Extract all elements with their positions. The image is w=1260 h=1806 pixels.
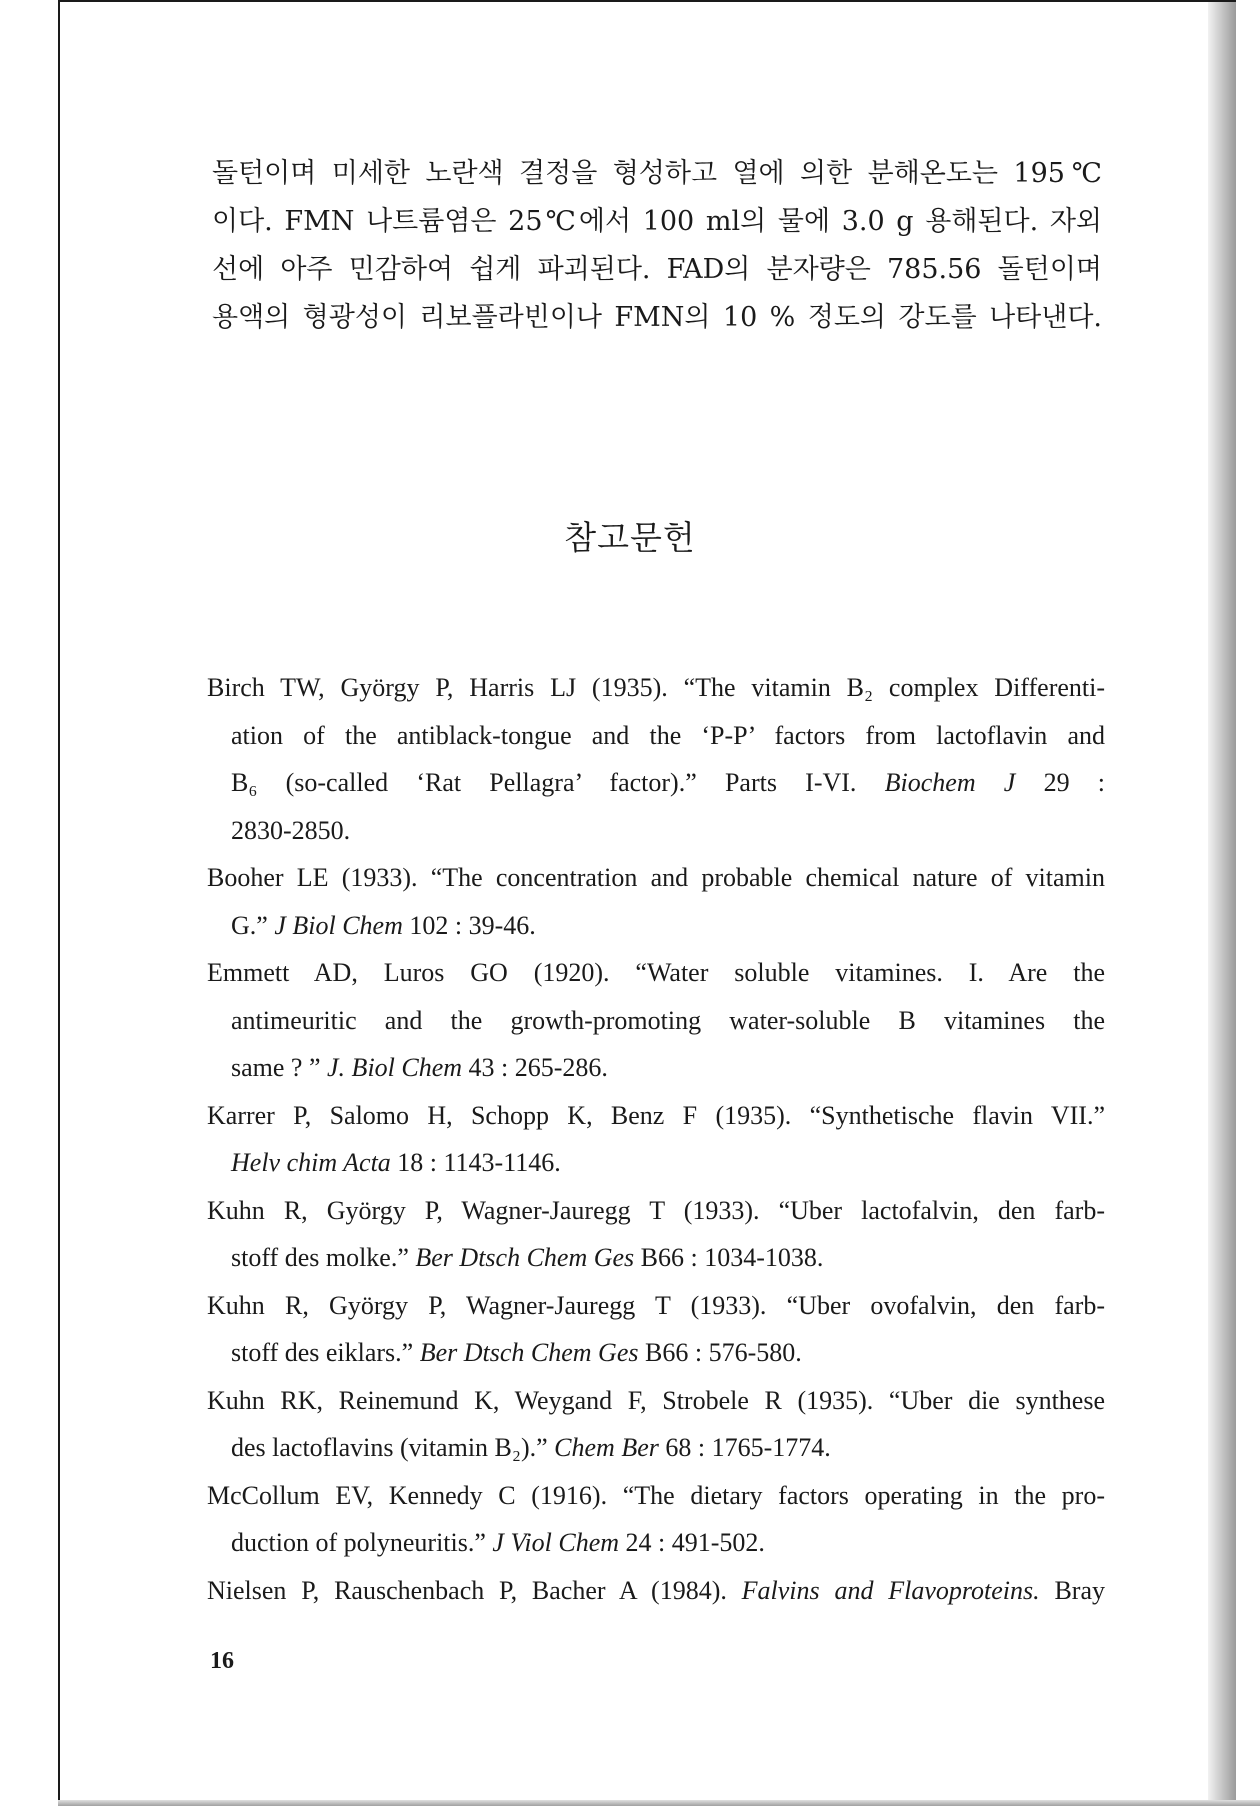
reference-line: ation of the antiblack-tongue and the ‘P-P’ factors from lactoflavin and <box>231 720 1105 750</box>
reference-line: 2830-2850. <box>231 815 351 845</box>
reference-line: Birch TW, György P, Harris LJ (1935). “The vitamin B₂ complex Differenti- <box>207 673 1105 702</box>
reference-line <box>207 1044 1105 1092</box>
volume-pages: B66 : 1034-1038. <box>640 1243 824 1272</box>
journal-name: Ber Dtsch Chem Ges <box>415 1243 635 1272</box>
reference-text: same ? ” <box>231 1053 321 1082</box>
reference-line: Kuhn R, György P, Wagner-Jauregg T (1933). “Uber lactofalvin, den farb- <box>207 1195 1105 1225</box>
reference-line: McCollum EV, Kennedy C (1916). “The dietary factors operating in the pro- <box>207 1480 1105 1510</box>
page-number: 16 <box>210 1648 234 1674</box>
volume-pages: 24 : 491-502. <box>625 1528 765 1557</box>
paragraph-line: 용액의 형광성이 리보플라빈이나 FMN의 10 % 정도의 강도를 나타낸다. <box>212 302 1102 333</box>
reference-item <box>207 949 1105 1092</box>
volume-pages: 43 : 265-286. <box>468 1053 608 1082</box>
reference-item <box>207 1472 1105 1567</box>
reference-line: Emmett AD, Luros GO (1920). “Water soluble vitamines. I. Are the <box>207 958 1105 987</box>
reference-item <box>207 1377 1105 1472</box>
book-title: Falvins and Flavoproteins. <box>741 1575 1040 1605</box>
paragraph-line: 돌턴이며 미세한 노란색 결정을 형성하고 열에 의한 분해온도는 195℃ <box>212 158 1102 189</box>
journal-name: Helv chim Acta <box>231 1148 391 1177</box>
volume-pages: 68 : 1765-1774. <box>665 1433 831 1462</box>
paragraph-line: 선에 아주 민감하여 쉽게 파괴된다. FAD의 분자량은 785.56 돌턴이며 <box>212 254 1102 285</box>
paragraph-line: 이다. FMN 나트륨염은 25℃에서 100 ml의 물에 3.0 g 용해된다. 자외 <box>212 206 1102 237</box>
reference-line <box>207 1567 1105 1615</box>
reference-text: G.” <box>231 910 268 940</box>
reference-line <box>207 1519 1105 1567</box>
reference-line <box>207 1329 1105 1377</box>
reference-text: stoff des molke.” <box>231 1243 409 1272</box>
volume-pages: B66 : 576-580. <box>645 1338 802 1367</box>
reference-line <box>207 1139 1105 1187</box>
reference-item <box>207 1567 1105 1615</box>
journal-name: J Viol Chem <box>492 1528 620 1557</box>
journal-name: J. Biol Chem <box>327 1053 463 1082</box>
reference-line: antimeuritic and the growth-promoting water-soluble B vitamines the <box>231 1005 1105 1035</box>
reference-line: Kuhn RK, Reinemund K, Weygand F, Strobele R (1935). “Uber die synthese <box>207 1385 1105 1415</box>
reference-text: Nielsen P, Rauschenbach P, Bacher A (1984). <box>207 1575 727 1605</box>
reference-item <box>207 854 1105 949</box>
section-heading: 참고문헌 <box>564 518 696 557</box>
volume-pages: 29 : <box>1043 768 1106 797</box>
reference-text: stoff des eiklars.” <box>231 1338 414 1367</box>
journal-name: Biochem J <box>884 768 1016 797</box>
reference-line: Kuhn R, György P, Wagner-Jauregg T (1933). “Uber ovofalvin, den farb- <box>207 1290 1105 1320</box>
reference-text: Bray <box>1054 1575 1105 1605</box>
reference-item <box>207 1187 1105 1282</box>
journal-name: J Biol Chem <box>274 910 403 940</box>
reference-item <box>207 1092 1105 1187</box>
journal-name: Ber Dtsch Chem Ges <box>419 1338 639 1367</box>
reference-list <box>207 664 1105 1614</box>
reference-line: Karrer P, Salomo H, Schopp K, Benz F (1935). “Synthetische flavin VII.” <box>207 1100 1105 1130</box>
reference-text: des lactoflavins (vitamin B₂).” <box>231 1433 548 1462</box>
volume-pages: 18 : 1143-1146. <box>397 1148 561 1177</box>
reference-line <box>207 1424 1105 1472</box>
body-paragraph <box>212 150 1102 342</box>
reference-item <box>207 664 1105 854</box>
reference-line: Booher LE (1933). “The concentration and probable chemical nature of vitamin <box>207 863 1105 892</box>
reference-text: duction of polyneuritis.” <box>231 1528 486 1557</box>
volume-pages: 102 : 39-46. <box>409 910 536 940</box>
reference-line <box>207 759 1105 807</box>
reference-item <box>207 1282 1105 1377</box>
journal-name: Chem Ber <box>554 1433 659 1462</box>
page-bottom-shadow <box>58 1800 1260 1806</box>
reference-text: B₆ (so-called ‘Rat Pellagra’ factor).” Parts I-VI. <box>231 768 857 797</box>
page-edge-shadow <box>1208 2 1236 1806</box>
reference-line <box>207 1234 1105 1282</box>
reference-line <box>207 902 1105 950</box>
